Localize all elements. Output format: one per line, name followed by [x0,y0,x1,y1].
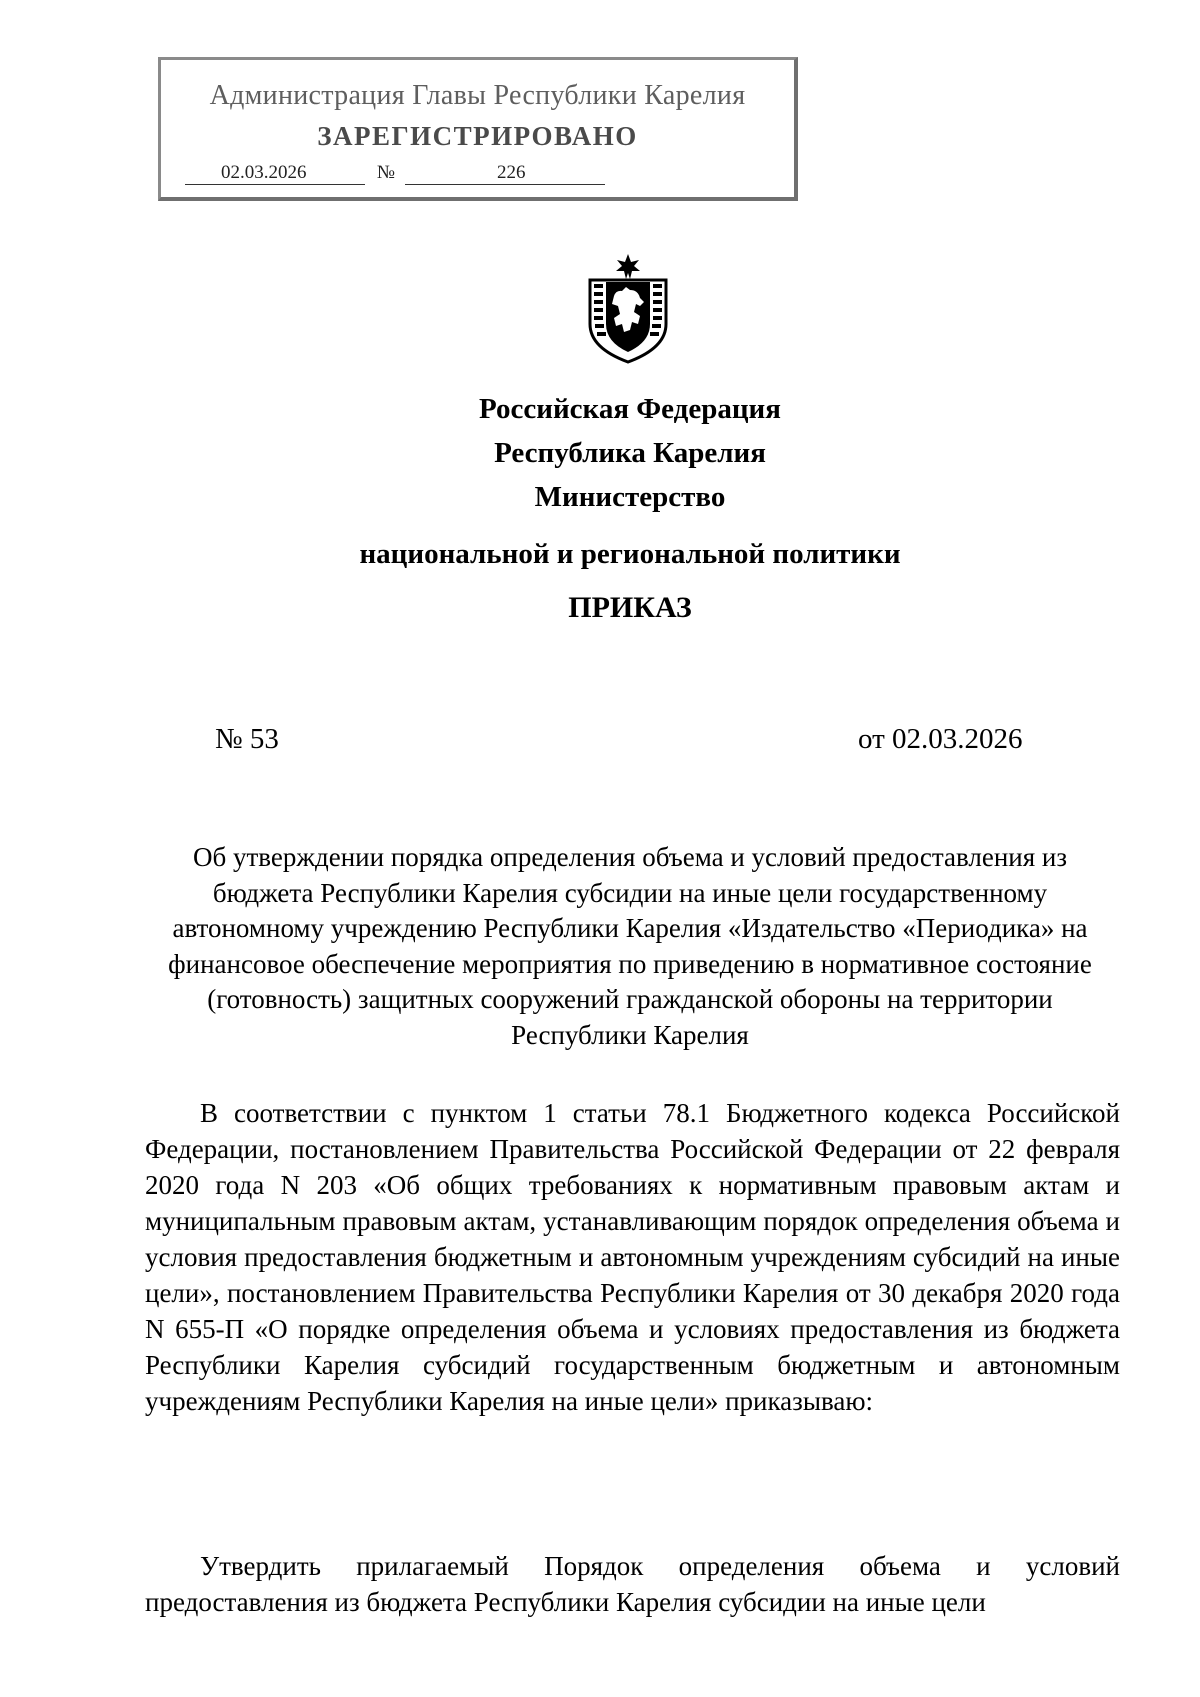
ministry-name: национальной и региональной политики [359,538,901,570]
stamp-registered-label: ЗАРЕГИСТРИРОВАНО [317,121,638,151]
country-title: Российская Федерация [479,393,781,425]
order-date: от 02.03.2026 [858,723,1023,755]
registration-stamp [158,57,798,201]
stamp-number: 226 [405,161,605,185]
stamp-organization: Администрация Главы Республики Карелия [209,80,746,111]
republic-title: Республика Карелия [494,437,766,469]
ministry-title: Министерство [534,481,726,513]
karelia-coat-of-arms-icon [580,252,676,364]
body-paragraph: В соответствии с пунктом 1 статьи 78.1 Бюджетного кодекса Российской Федерации, постановлением Правительства Российской Федерации от 22 февраля 2020 года N 203 «Об общих требованиях к нормативным правовым актам и муниципальным правовым актам, устанавливающим порядок определения объема и условия предоставления бюджетным и автономным учреждениям субсидий на иные цели», постановлением Правительства Республики Карелия от 30 декабря 2020 года N 655-П «О порядке определения объема и условиях предоставления из бюджета Республики Карелия субсидий государственным бюджетным и автономным учреждениям Республики Карелия на иные цели» приказываю: [145,1098,1120,1416]
order-number: № 53 [215,723,279,755]
document-type: ПРИКАЗ [568,591,692,624]
order-subject: Об утверждении порядка определения объема и условий предоставления из бюджета Республики Карелия субсидии на иные цели государственному автономному учреждению Республики Карелия «Издательство «Периодика» на финансовое обеспечение мероприятия по приведению в нормативное состояние (готовность) защитных сооружений гражданской обороны на территории Республики Карелия [168,842,1092,1050]
stamp-number-sign: № [376,162,395,183]
body-paragraph: Утвердить прилагаемый Порядок определения объема и условий предоставления из бюджета Республики Карелия субсидии на иные цели [145,1551,1120,1617]
stamp-date: 02.03.2026 [185,161,365,185]
